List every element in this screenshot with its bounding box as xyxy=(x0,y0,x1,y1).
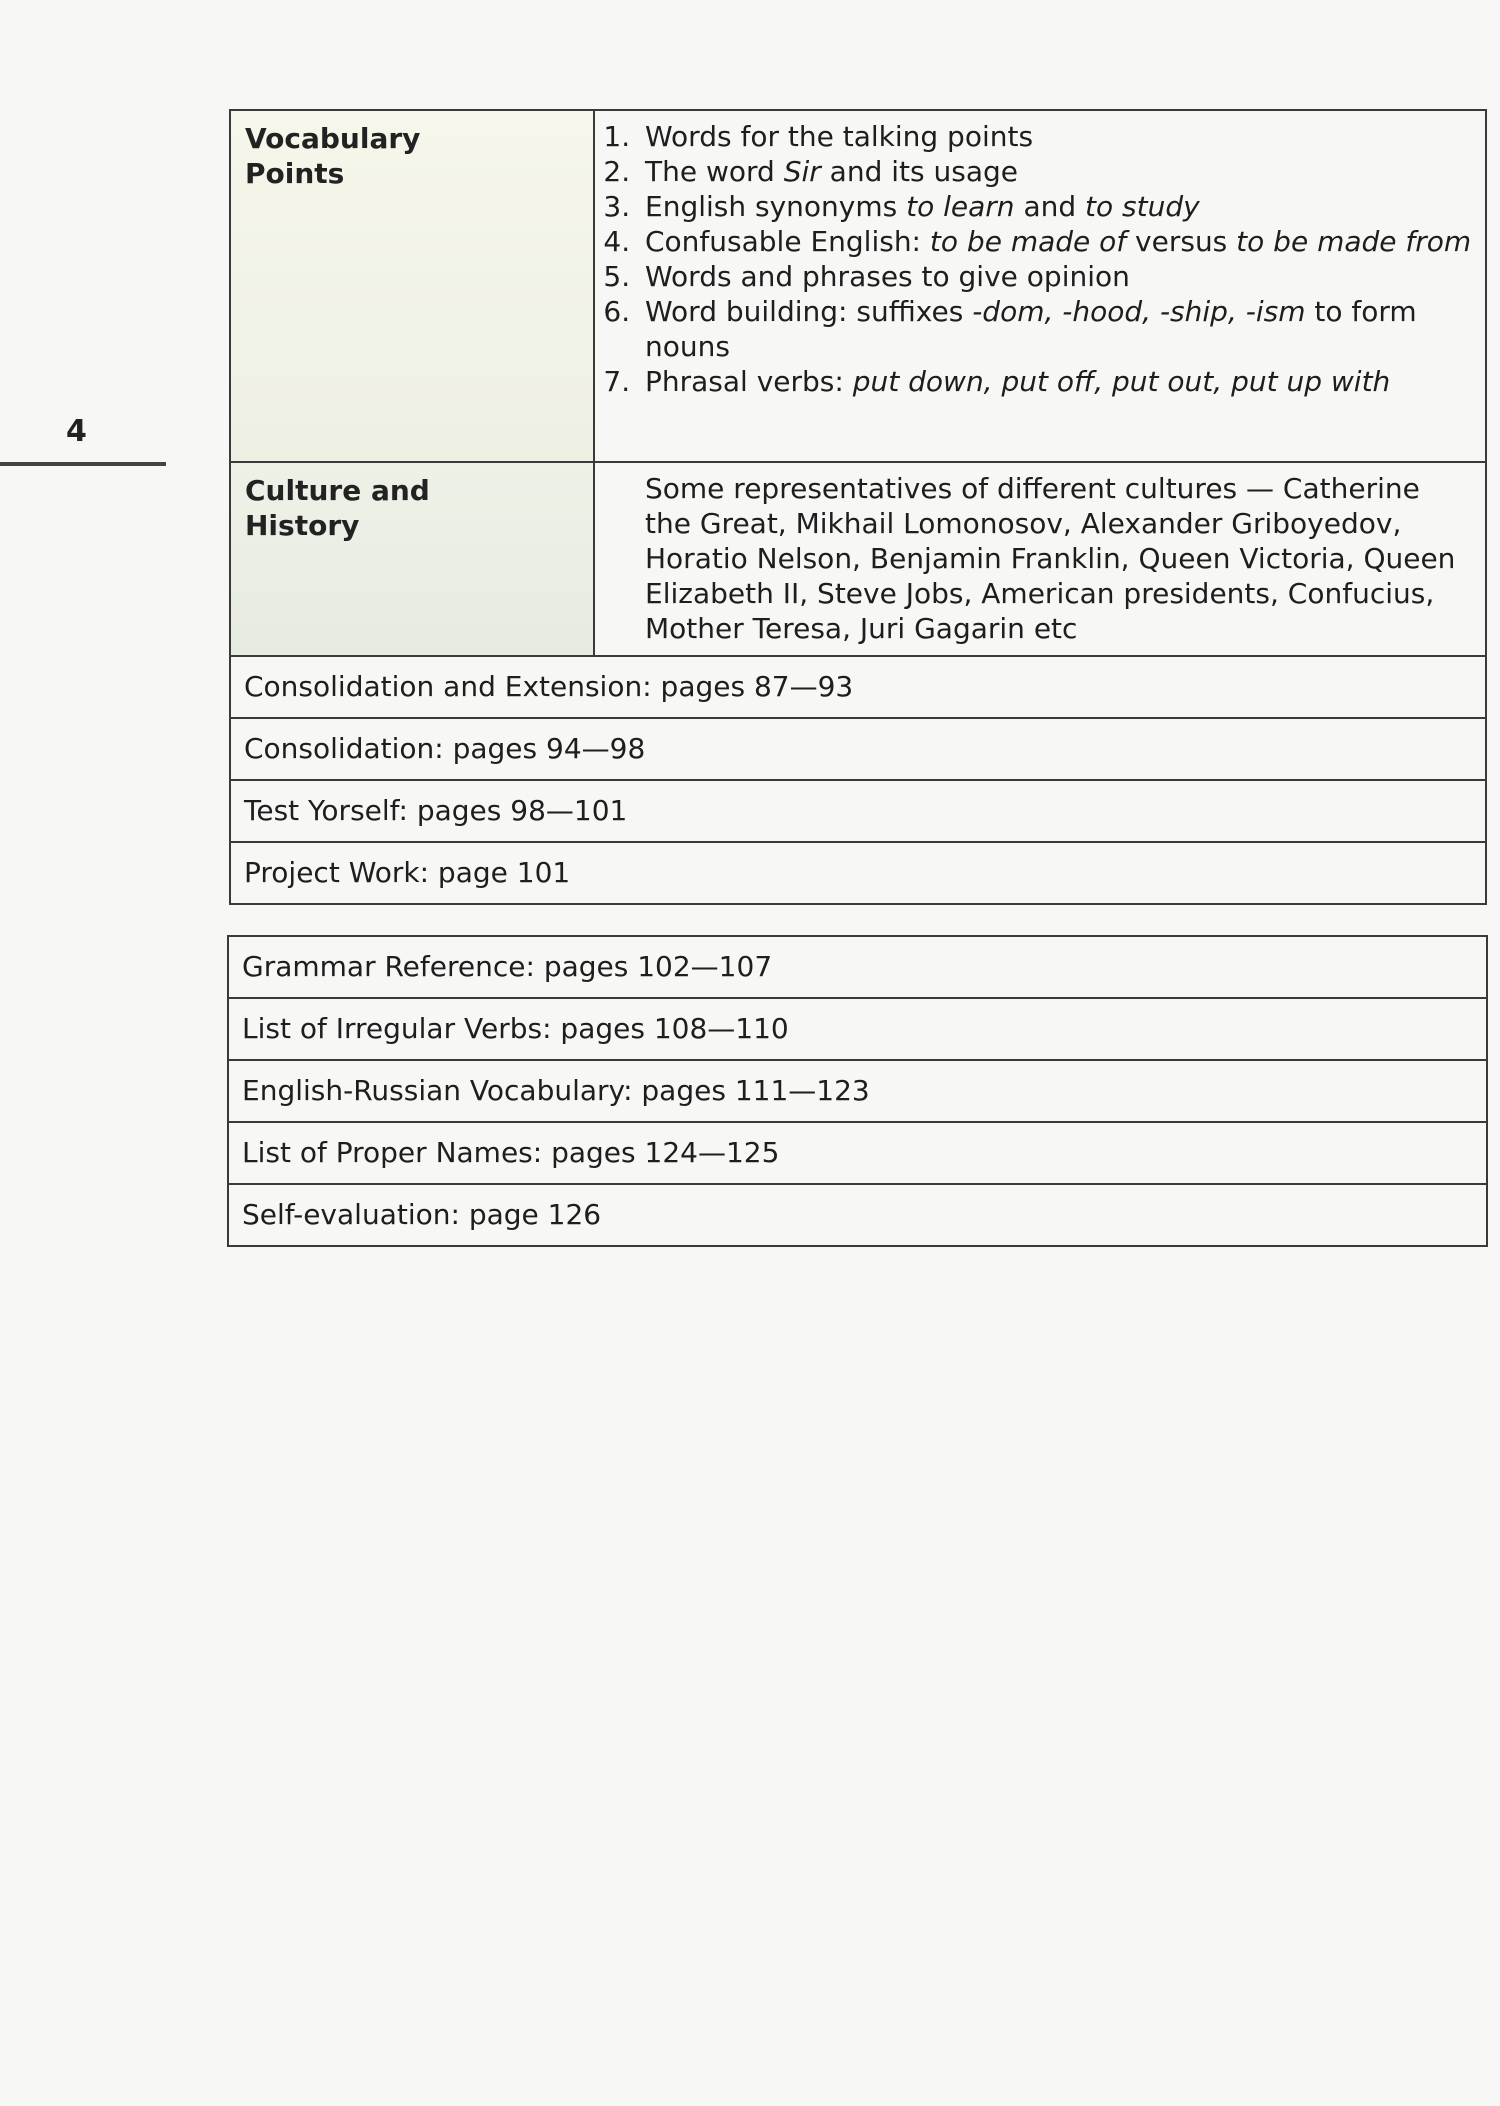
section-project-work: Project Work: page 101 xyxy=(230,842,1486,904)
vocabulary-label-line1: Vocabulary xyxy=(245,122,421,155)
vocabulary-row xyxy=(230,110,1486,462)
vocabulary-item-text: versus xyxy=(1126,225,1237,258)
vocabulary-item xyxy=(639,259,1473,294)
ref-irregular-verbs: List of Irregular Verbs: pages 108—110 xyxy=(228,998,1487,1060)
vocabulary-item xyxy=(639,189,1473,224)
vocabulary-item-italic-text: to study xyxy=(1085,190,1200,223)
contents-table xyxy=(229,109,1487,905)
section-row xyxy=(230,718,1486,780)
section-consolidation-extension: Consolidation and Extension: pages 87—93 xyxy=(230,656,1486,718)
reference-row xyxy=(228,998,1487,1060)
vocabulary-label-line2: Points xyxy=(245,157,345,190)
reference-row xyxy=(228,1184,1487,1246)
vocabulary-item xyxy=(639,154,1473,189)
vocabulary-item xyxy=(639,294,1473,364)
ref-grammar-reference: Grammar Reference: pages 102—107 xyxy=(228,936,1487,998)
section-consolidation: Consolidation: pages 94—98 xyxy=(230,718,1486,780)
vocabulary-item xyxy=(639,364,1473,399)
vocabulary-list xyxy=(607,119,1473,399)
culture-label-line2: History xyxy=(245,509,360,542)
section-test-yourself: Test Yorself: pages 98—101 xyxy=(230,780,1486,842)
vocabulary-label xyxy=(230,110,594,462)
ref-proper-names: List of Proper Names: pages 124—125 xyxy=(228,1122,1487,1184)
vocabulary-item-italic-text: -dom, -hood, -ship, -ism xyxy=(972,295,1306,328)
vocabulary-item-text: The word xyxy=(645,155,784,188)
vocabulary-item-italic-text: to learn xyxy=(906,190,1015,223)
section-row xyxy=(230,780,1486,842)
page-number-rule xyxy=(0,462,166,466)
vocabulary-item-text: and xyxy=(1014,190,1086,223)
section-row xyxy=(230,656,1486,718)
vocabulary-item-text: to form nouns xyxy=(645,295,1417,363)
vocabulary-item-italic-text: put down, put off, put out, put up with xyxy=(852,365,1391,398)
vocabulary-item-italic-text: Sir xyxy=(783,155,821,188)
vocabulary-item-text: Word building: suffixes xyxy=(645,295,973,328)
vocabulary-item xyxy=(639,224,1473,259)
reference-row xyxy=(228,936,1487,998)
vocabulary-content xyxy=(594,110,1486,462)
vocabulary-item-text: Words for the talking points xyxy=(645,120,1034,153)
vocabulary-item-text: Words and phrases to give opinion xyxy=(645,260,1130,293)
vocabulary-item-text: Phrasal verbs: xyxy=(645,365,853,398)
vocabulary-item-text: English synonyms xyxy=(645,190,907,223)
vocabulary-item xyxy=(639,119,1473,154)
culture-text: Some representatives of different cultures — Catherine the Great, Mikhail Lomonosov, Alexander Griboyedov, Horatio Nelson, Benjamin Franklin, Queen Victoria, Queen Elizabeth II, Steve Jobs, American presidents, Confucius, Mother Teresa, Juri Gagarin etc xyxy=(645,472,1456,645)
reference-table xyxy=(227,935,1488,1247)
culture-content xyxy=(594,462,1486,656)
ref-english-russian-vocabulary: English-Russian Vocabulary: pages 111—123 xyxy=(228,1060,1487,1122)
section-row xyxy=(230,842,1486,904)
culture-label xyxy=(230,462,594,656)
vocabulary-item-text: Confusable English: xyxy=(645,225,930,258)
reference-row xyxy=(228,1060,1487,1122)
culture-row xyxy=(230,462,1486,656)
page-number: 4 xyxy=(66,414,87,449)
ref-self-evaluation: Self-evaluation: page 126 xyxy=(228,1184,1487,1246)
vocabulary-item-italic-text: to be made of xyxy=(929,225,1127,258)
reference-row xyxy=(228,1122,1487,1184)
culture-label-line1: Culture and xyxy=(245,474,430,507)
vocabulary-item-text: and its usage xyxy=(820,155,1018,188)
vocabulary-item-italic-text: to be made from xyxy=(1236,225,1472,258)
